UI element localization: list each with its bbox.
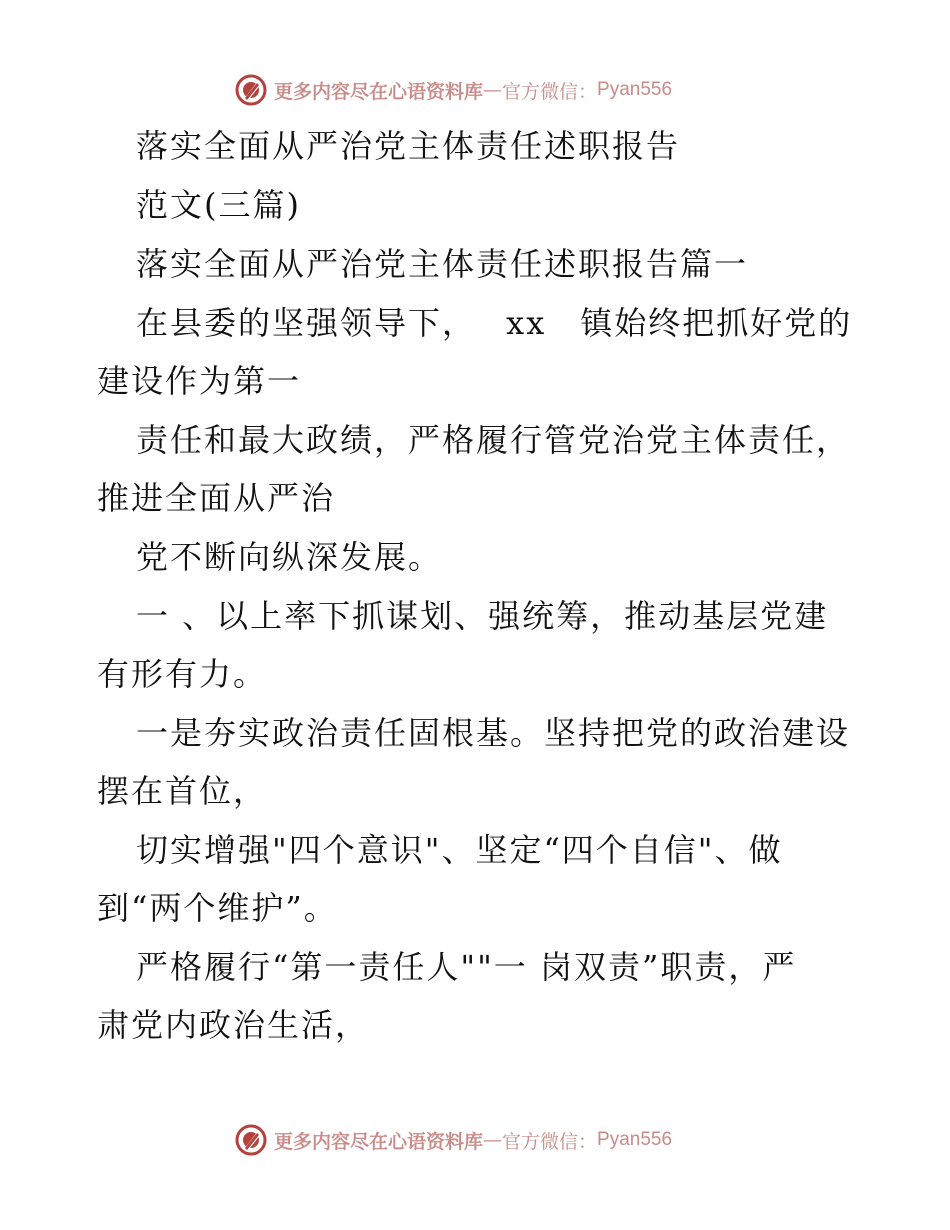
banner-wechat-label: 官方微信： — [502, 1130, 598, 1153]
paragraph-line: 肃党内政治生活， — [97, 1006, 370, 1044]
pen-nib-logo-icon — [234, 1123, 268, 1157]
banner-wechat-label: 官方微信： — [502, 80, 598, 103]
paragraph-line: 在县委的坚强领导下， xx 镇始终把抓好党的 — [136, 304, 853, 342]
paragraph-line: 到“两个维护”。 — [97, 889, 338, 927]
document-title-line1: 落实全面从严治党主体责任述职报告 — [136, 127, 681, 165]
paragraph-line: 推进全面从严治 — [97, 479, 336, 517]
banner-wechat-id: Pyan556 — [597, 79, 673, 100]
banner-separator: — — [483, 1129, 503, 1151]
header-banner — [234, 70, 672, 110]
paragraph-line: 有形有力。 — [97, 655, 268, 693]
banner-text: 更多内容尽在心语资料库 — [274, 1130, 484, 1153]
section-title: 落实全面从严治党主体责任述职报告篇一 — [136, 245, 749, 283]
banner-wechat-id: Pyan556 — [597, 1129, 673, 1150]
document-title-line2: 范文(三篇) — [136, 186, 301, 224]
paragraph-line: 建设作为第一 — [97, 362, 302, 400]
paragraph-line: 切实增强"四个意识"、坚定“四个自信"、做 — [136, 831, 783, 869]
paragraph-line: 党不断向纵深发展。 — [136, 538, 443, 576]
footer-banner — [234, 1120, 672, 1160]
paragraph-line: 严格履行“第一责任人""一 岗双责”职责，严 — [136, 948, 797, 986]
paragraph-line: 责任和最大政绩，严格履行管党治党主体责任， — [136, 421, 851, 459]
paragraph-line: 一是夯实政治责任固根基。坚持把党的政治建设 — [136, 714, 851, 752]
banner-separator: — — [483, 79, 503, 101]
pen-nib-logo-icon — [234, 73, 268, 107]
paragraph-line: 摆在首位， — [97, 772, 268, 810]
banner-text: 更多内容尽在心语资料库 — [274, 80, 484, 103]
paragraph-line: 一 、以上率下抓谋划、强统筹，推动基层党建 — [136, 597, 829, 635]
